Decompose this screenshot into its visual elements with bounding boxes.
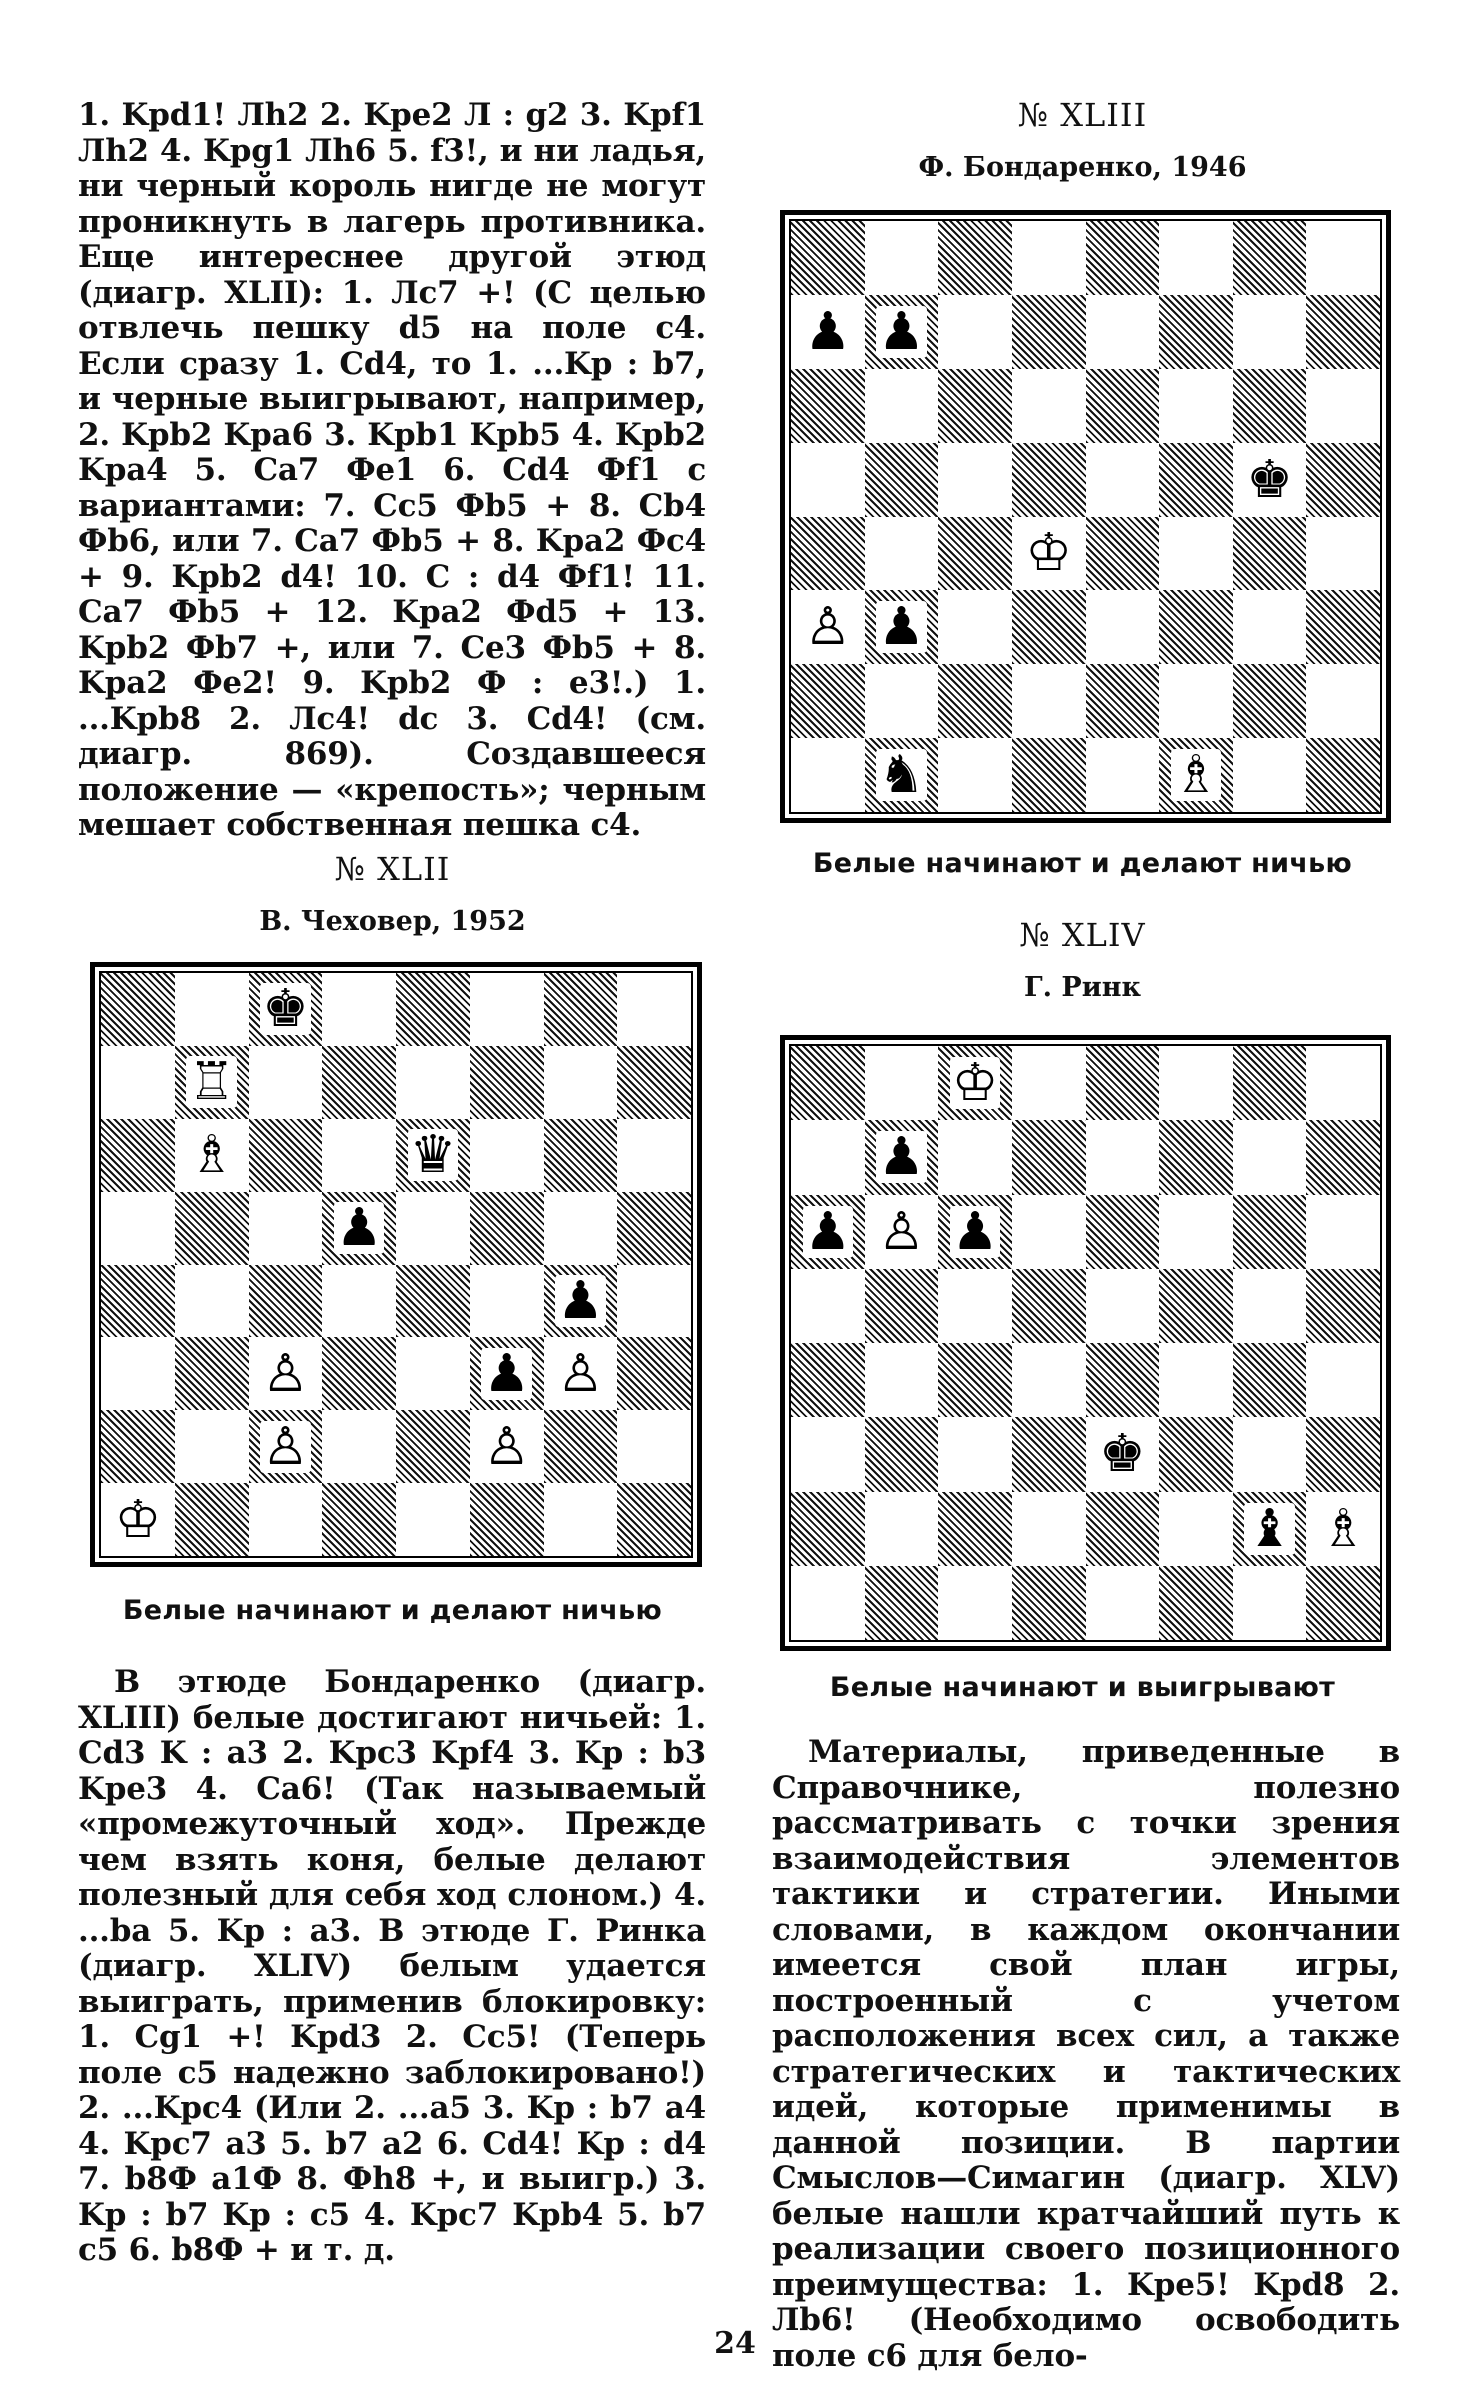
diagram-caption-xliv: Белые начинают и выигрывают (829, 1672, 1336, 1703)
square-d8 (1012, 221, 1086, 295)
square-h7 (617, 1046, 691, 1119)
square-g7 (1233, 1120, 1307, 1194)
square-d3 (322, 1337, 396, 1410)
square-c6 (249, 1119, 323, 1192)
square-a4 (791, 517, 865, 591)
diagram-caption-xlii: Белые начинают и делают ничью (122, 1595, 663, 1626)
white-rook-icon: ♖ (188, 1052, 235, 1113)
square-c3 (249, 1337, 323, 1410)
square-g8 (1233, 1046, 1307, 1120)
square-a1 (791, 1566, 865, 1640)
diagram-caption-xliii: Белые начинают и делают ничью (812, 848, 1353, 879)
square-d1 (1012, 738, 1086, 812)
square-b2 (175, 1410, 249, 1483)
square-b4 (175, 1265, 249, 1338)
square-d7 (322, 1046, 396, 1119)
square-f3 (470, 1337, 544, 1410)
black-king-icon: ♚ (262, 979, 309, 1040)
square-f6 (470, 1119, 544, 1192)
diagram-title-xliii (770, 96, 1395, 183)
square-e1 (1086, 1566, 1160, 1640)
square-c1 (938, 738, 1012, 812)
square-c8 (249, 973, 323, 1046)
black-pawn-icon: ♟ (951, 1201, 999, 1262)
paragraph-text: Материалы, приведенные в Справочнике, полезно рассматривать с точки зрения взаимодействия элементов тактики и стратегии. Иными словами, в каждом окончании имеется свой план игры, построенный с учетом расположения всех сил, а также стратегических и тактических идей, которые применимы в данной позиции. В партии Смыслов—Симагин (диагр. XLV) белые нашли кратчайший путь к реализации своего позиционного преимущества: 1. Kpe5! Kpd8 2. Лb6! (Необходимо освободить поле c6 для бело- (772, 1734, 1400, 2374)
square-g1 (544, 1483, 618, 1556)
white-pawn-icon: ♙ (804, 597, 852, 658)
square-f6 (1159, 369, 1233, 443)
square-a7 (791, 295, 865, 369)
square-c7 (249, 1046, 323, 1119)
square-d5 (1012, 443, 1086, 517)
square-a7 (101, 1046, 175, 1119)
square-h2 (1306, 1492, 1380, 1566)
square-d3 (1012, 1417, 1086, 1491)
square-b7 (865, 295, 939, 369)
paragraph-text: 1. Kpd1! Лh2 2. Kpe2 Л : g2 3. Kpf1 Лh2 4. Kpg1 Лh6 5. f3!, и ни ладья, ни черный король нигде не могут проникнуть в лагерь противника. Еще интереснее другой этюд (диагр. XLII): 1. Лc7 +! (С целью отвлечь пешку d5 на поле c4. Если сразу 1. Cd4, то 1. ...Kp : b7, и черные выигрывают, например, 2. Kpb2 Kpa6 3. Kpb1 Kpb5 4. Kpb2 Kpa4 5. Ca7 Фe1 6. Cd4 Фf1 с вариантами: 7. Cc5 Фb5 + 8. Cb4 Фb6, или 7. Ca7 Фb5 + 8. Kpa2 Фc4 + 9. Kpb2 d4! 10. C : d4 Фf1! 11. Ca7 Фb5 + 12. Kpa2 Фd5 + 13. Kpb2 Фb7 +, или 7. Ce3 Фb5 + 8. Kpa2 Фe2! 9. Kpb2 Ф : e3!.) 1. ...Kpb8 2. Лc4! dc 3. Cd4! (см. диагр. 869). Создавшееся положение — «крепость»; черным мешает собственная пешка c4. (78, 97, 706, 843)
square-b1 (865, 1566, 939, 1640)
black-king-icon: ♚ (1246, 449, 1293, 510)
square-c5 (938, 443, 1012, 517)
square-c5 (938, 1269, 1012, 1343)
square-a3 (791, 1417, 865, 1491)
square-e5 (1086, 443, 1160, 517)
square-h5 (1306, 1269, 1380, 1343)
square-f2 (470, 1410, 544, 1483)
square-h6 (1306, 1195, 1380, 1269)
square-d6 (1012, 369, 1086, 443)
square-e1 (396, 1483, 470, 1556)
square-g4 (1233, 1343, 1307, 1417)
diagram-number: № XLIII (1017, 96, 1148, 134)
diagram-title-xliv (770, 916, 1395, 1003)
square-e6 (1086, 369, 1160, 443)
square-h8 (1306, 1046, 1380, 1120)
diagram-number: № XLII (334, 850, 451, 888)
black-knight-icon: ♞ (878, 745, 925, 806)
square-f5 (470, 1192, 544, 1265)
text-paragraph-3 (772, 1735, 1400, 2374)
square-c7 (938, 295, 1012, 369)
square-g8 (544, 973, 618, 1046)
square-g3 (544, 1337, 618, 1410)
square-d4 (1012, 1343, 1086, 1417)
square-c1 (938, 1566, 1012, 1640)
square-e5 (396, 1192, 470, 1265)
square-a6 (791, 1195, 865, 1269)
square-a5 (101, 1192, 175, 1265)
square-f7 (1159, 1120, 1233, 1194)
chessboard (99, 971, 693, 1558)
square-d4 (1012, 517, 1086, 591)
square-c3 (938, 1417, 1012, 1491)
square-h4 (617, 1265, 691, 1338)
square-e6 (1086, 1195, 1160, 1269)
square-g2 (1233, 1492, 1307, 1566)
square-f1 (1159, 738, 1233, 812)
square-e7 (1086, 1120, 1160, 1194)
square-g3 (1233, 590, 1307, 664)
square-h7 (1306, 1120, 1380, 1194)
square-g5 (1233, 1269, 1307, 1343)
square-g5 (1233, 443, 1307, 517)
paragraph-text: В этюде Бондаренко (диагр. XLIII) белые достигают ничьей: 1. Cd3 K : a3 2. Kpc3 Kpf4 3. Kp : b3 Kpe3 4. Ca6! (Так называемый «промежуточный ход». Прежде чем взять коня, белые делают полезный для себя ход слоном.) 4. ...ba 5. Kp : a3. В этюде Г. Ринка (диагр. XLIV) белым удается выиграть, применив блокировку: 1. Cg1 +! Kpd3 2. Cc5! (Теперь поле c5 надежно заблокировано!) 2. ...Kpc4 (Или 2. ...a5 3. Kp : b7 a4 4. Kpc7 a3 5. b7 a2 6. Cd4! Kp : d4 7. b8Ф a1Ф 8. Фh8 +, и выигр.) 3. Kp : b7 Kp : c5 4. Kpc7 Kpb4 5. b7 c5 6. b8Ф + и т. д. (78, 1664, 706, 2268)
white-bishop-icon: ♗ (1319, 1498, 1367, 1559)
text-paragraph-1 (78, 98, 706, 844)
square-h4 (1306, 1343, 1380, 1417)
square-b8 (175, 973, 249, 1046)
square-c2 (249, 1410, 323, 1483)
black-pawn-icon: ♟ (878, 301, 925, 362)
square-a2 (101, 1410, 175, 1483)
square-b6 (865, 369, 939, 443)
square-a7 (791, 1120, 865, 1194)
square-e8 (396, 973, 470, 1046)
square-b1 (865, 738, 939, 812)
square-e2 (1086, 1492, 1160, 1566)
square-h8 (617, 973, 691, 1046)
square-b3 (175, 1337, 249, 1410)
square-h6 (617, 1119, 691, 1192)
square-g6 (1233, 1195, 1307, 1269)
diagram-number: № XLIV (1019, 916, 1146, 954)
square-c6 (938, 1195, 1012, 1269)
square-e4 (1086, 517, 1160, 591)
square-h1 (1306, 738, 1380, 812)
square-e7 (1086, 295, 1160, 369)
square-g4 (544, 1265, 618, 1338)
diagram-author: Ф. Бондаренко, 1946 (918, 152, 1247, 183)
square-c7 (938, 1120, 1012, 1194)
square-h2 (1306, 664, 1380, 738)
square-f6 (1159, 1195, 1233, 1269)
square-c2 (938, 664, 1012, 738)
square-e7 (396, 1046, 470, 1119)
square-h6 (1306, 369, 1380, 443)
square-b1 (175, 1483, 249, 1556)
square-d2 (1012, 664, 1086, 738)
square-e3 (1086, 590, 1160, 664)
black-pawn-icon: ♟ (483, 1343, 530, 1404)
square-d7 (1012, 1120, 1086, 1194)
square-g2 (544, 1410, 618, 1483)
square-g6 (544, 1119, 618, 1192)
black-pawn-icon: ♟ (335, 1198, 383, 1259)
square-a1 (101, 1483, 175, 1556)
square-g1 (1233, 1566, 1307, 1640)
square-h7 (1306, 295, 1380, 369)
white-bishop-icon: ♗ (188, 1125, 235, 1186)
black-king-icon: ♚ (1099, 1424, 1146, 1485)
square-d2 (1012, 1492, 1086, 1566)
square-b5 (865, 1269, 939, 1343)
square-a5 (791, 443, 865, 517)
white-king-icon: ♔ (951, 1053, 999, 1114)
square-d8 (322, 973, 396, 1046)
square-e3 (1086, 1417, 1160, 1491)
chess-diagram-xlii (90, 962, 702, 1567)
square-c5 (249, 1192, 323, 1265)
square-c8 (938, 221, 1012, 295)
square-d6 (1012, 1195, 1086, 1269)
diagram-author: Г. Ринк (1023, 972, 1142, 1003)
square-a8 (791, 1046, 865, 1120)
square-d5 (1012, 1269, 1086, 1343)
square-b5 (865, 443, 939, 517)
chessboard (789, 1044, 1382, 1642)
square-c6 (938, 369, 1012, 443)
white-king-icon: ♔ (1025, 523, 1072, 584)
square-b4 (865, 517, 939, 591)
chessboard (789, 219, 1382, 814)
square-f8 (1159, 1046, 1233, 1120)
square-h5 (617, 1192, 691, 1265)
square-f1 (1159, 1566, 1233, 1640)
white-pawn-icon: ♙ (262, 1416, 309, 1477)
square-h1 (617, 1483, 691, 1556)
square-g6 (1233, 369, 1307, 443)
square-a3 (791, 590, 865, 664)
square-e4 (1086, 1343, 1160, 1417)
square-g7 (544, 1046, 618, 1119)
square-a6 (101, 1119, 175, 1192)
square-a8 (791, 221, 865, 295)
square-e8 (1086, 1046, 1160, 1120)
square-h2 (617, 1410, 691, 1483)
chess-diagram-xliv (780, 1035, 1391, 1651)
square-c1 (249, 1483, 323, 1556)
square-c4 (938, 517, 1012, 591)
square-e5 (1086, 1269, 1160, 1343)
square-f5 (1159, 1269, 1233, 1343)
square-a4 (101, 1265, 175, 1338)
square-a1 (791, 738, 865, 812)
white-king-icon: ♔ (114, 1489, 162, 1550)
square-f7 (470, 1046, 544, 1119)
square-b6 (175, 1119, 249, 1192)
white-bishop-icon: ♗ (1172, 745, 1220, 806)
square-e2 (396, 1410, 470, 1483)
square-e1 (1086, 738, 1160, 812)
diagram-title-xlii (80, 850, 705, 937)
square-g5 (544, 1192, 618, 1265)
square-b8 (865, 1046, 939, 1120)
square-a2 (791, 664, 865, 738)
square-b4 (865, 1343, 939, 1417)
square-f3 (1159, 1417, 1233, 1491)
square-b5 (175, 1192, 249, 1265)
square-h3 (1306, 1417, 1380, 1491)
white-pawn-icon: ♙ (557, 1343, 604, 1404)
square-g7 (1233, 295, 1307, 369)
square-b6 (865, 1195, 939, 1269)
square-d7 (1012, 295, 1086, 369)
square-a6 (791, 369, 865, 443)
square-c4 (249, 1265, 323, 1338)
square-b8 (865, 221, 939, 295)
black-pawn-icon: ♟ (878, 597, 925, 658)
text-paragraph-2 (78, 1665, 706, 2269)
square-a2 (791, 1492, 865, 1566)
chess-diagram-xliii (780, 210, 1391, 823)
square-f2 (1159, 664, 1233, 738)
square-f1 (470, 1483, 544, 1556)
square-f8 (1159, 221, 1233, 295)
square-c8 (938, 1046, 1012, 1120)
square-c2 (938, 1492, 1012, 1566)
square-e6 (396, 1119, 470, 1192)
square-e4 (396, 1265, 470, 1338)
black-bishop-icon: ♝ (1246, 1498, 1293, 1559)
square-f5 (1159, 443, 1233, 517)
square-a8 (101, 973, 175, 1046)
square-b7 (865, 1120, 939, 1194)
square-e8 (1086, 221, 1160, 295)
square-f4 (470, 1265, 544, 1338)
white-pawn-icon: ♙ (483, 1416, 530, 1477)
square-f4 (1159, 1343, 1233, 1417)
white-pawn-icon: ♙ (878, 1201, 925, 1262)
black-pawn-icon: ♟ (804, 301, 852, 362)
square-f4 (1159, 517, 1233, 591)
square-h4 (1306, 517, 1380, 591)
page-number: 24 (714, 2326, 756, 2361)
square-d8 (1012, 1046, 1086, 1120)
square-g8 (1233, 221, 1307, 295)
square-b7 (175, 1046, 249, 1119)
square-d5 (322, 1192, 396, 1265)
black-pawn-icon: ♟ (557, 1270, 604, 1331)
square-b2 (865, 664, 939, 738)
black-queen-icon: ♛ (409, 1125, 457, 1186)
square-b2 (865, 1492, 939, 1566)
square-a4 (791, 1343, 865, 1417)
square-f7 (1159, 295, 1233, 369)
square-d1 (1012, 1566, 1086, 1640)
square-b3 (865, 1417, 939, 1491)
square-d6 (322, 1119, 396, 1192)
square-d3 (1012, 590, 1086, 664)
square-a3 (101, 1337, 175, 1410)
square-g3 (1233, 1417, 1307, 1491)
black-pawn-icon: ♟ (804, 1201, 852, 1262)
square-c3 (938, 590, 1012, 664)
square-g2 (1233, 664, 1307, 738)
square-c4 (938, 1343, 1012, 1417)
square-d4 (322, 1265, 396, 1338)
square-e2 (1086, 664, 1160, 738)
square-d1 (322, 1483, 396, 1556)
square-h8 (1306, 221, 1380, 295)
black-pawn-icon: ♟ (878, 1127, 925, 1188)
square-h5 (1306, 443, 1380, 517)
square-h1 (1306, 1566, 1380, 1640)
diagram-author: В. Чеховер, 1952 (259, 906, 526, 937)
square-g4 (1233, 517, 1307, 591)
square-f3 (1159, 590, 1233, 664)
square-h3 (1306, 590, 1380, 664)
square-d2 (322, 1410, 396, 1483)
square-f2 (1159, 1492, 1233, 1566)
square-h3 (617, 1337, 691, 1410)
square-a5 (791, 1269, 865, 1343)
white-pawn-icon: ♙ (262, 1343, 309, 1404)
square-e3 (396, 1337, 470, 1410)
square-g1 (1233, 738, 1307, 812)
square-b3 (865, 590, 939, 664)
square-f8 (470, 973, 544, 1046)
